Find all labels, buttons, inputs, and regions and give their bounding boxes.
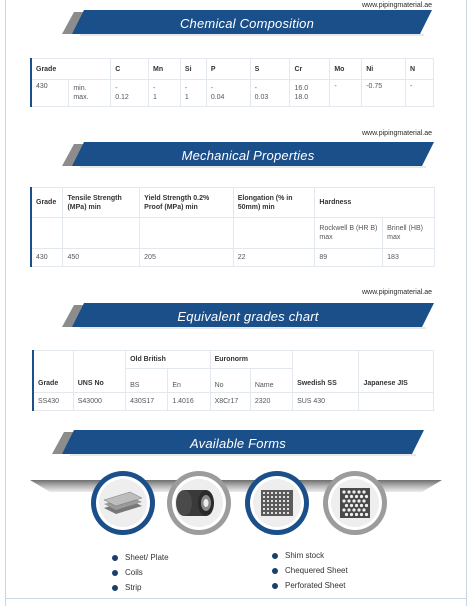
value-cell: S43000 [73, 393, 125, 411]
min-value: - [184, 85, 188, 92]
uns-header: UNS No [77, 380, 104, 387]
value-cell-c [111, 80, 149, 107]
grade-header: Grade [38, 380, 59, 387]
list-item [272, 551, 348, 566]
value-cell: 205 [140, 249, 234, 267]
value-cell-cr [290, 80, 330, 107]
value-cell-p [206, 80, 250, 107]
header-cell: Old British [126, 351, 211, 369]
header-cell [359, 351, 434, 393]
subheader-cell: Rockwell B (HR B) max [315, 218, 383, 249]
list-item [112, 553, 169, 568]
list-item-label: Shim stock [285, 551, 325, 560]
subheader-cell: No [210, 369, 250, 393]
header-cell: Yield Strength 0.2% Proof (MPa) min [140, 188, 234, 218]
min-value: - [254, 85, 257, 92]
empty-cell [63, 218, 140, 249]
header-cell: Mn [149, 59, 181, 80]
value-cell: 22 [233, 249, 315, 267]
header-cell: P [206, 59, 250, 80]
equivalent-grades-table [32, 350, 434, 411]
list-item [112, 583, 169, 598]
section-title: Available Forms [190, 435, 286, 451]
section-title: Equivalent grades chart [177, 308, 319, 324]
section-title: Chemical Composition [179, 15, 315, 31]
website-link[interactable]: www.pipingmaterial.ae [362, 2, 433, 9]
bullet-icon [112, 570, 118, 576]
min-value: -0.75 [366, 83, 383, 90]
min-value: - [210, 85, 214, 92]
max-value: 18.0 [294, 94, 309, 101]
max-label: max. [73, 94, 89, 101]
page-border-bottom [5, 598, 467, 599]
header-cell: Cr [290, 59, 330, 80]
list-item [272, 566, 348, 581]
min-label: min. [73, 85, 87, 92]
coil-roll-icon [166, 470, 232, 536]
bullet-icon [272, 568, 278, 574]
empty-cell [140, 218, 234, 249]
bullet-icon [112, 585, 118, 591]
header-cell: Grade [31, 188, 63, 218]
list-item-label: Chequered Sheet [285, 566, 348, 575]
chemical-composition-table [30, 58, 434, 107]
header-cell: Hardness [315, 188, 435, 218]
list-item-label: Perforated Sheet [285, 581, 346, 590]
section-title: Mechanical Properties [181, 147, 315, 163]
empty-cell [233, 218, 315, 249]
perforated-disc-icon [322, 470, 388, 536]
header-cell [73, 351, 125, 393]
header-cell [33, 351, 73, 393]
max-value: 0.12 [115, 94, 129, 101]
grade-cell: 430 [31, 249, 63, 267]
min-value: - [115, 85, 118, 92]
forms-list-left [112, 553, 169, 598]
max-value: 0.04 [210, 94, 225, 101]
header-cell: Ni [362, 59, 406, 80]
mechanical-properties-table [30, 187, 435, 267]
page-border-left [5, 0, 6, 606]
grade-cell: 430 [31, 80, 69, 107]
empty-cell [31, 218, 63, 249]
min-value: 16.0 [294, 85, 309, 92]
header-cell [293, 351, 359, 393]
bullet-icon [112, 555, 118, 561]
max-value: 1 [153, 94, 157, 101]
website-link[interactable]: www.pipingmaterial.ae [362, 289, 433, 296]
header-cell: Elongation (% in 50mm) min [233, 188, 315, 218]
min-max-label-cell [69, 80, 111, 107]
max-value: 0.03 [254, 94, 269, 101]
value-cell: 430S17 [126, 393, 168, 411]
value-cell: X8Cr17 [210, 393, 250, 411]
min-value: - [410, 83, 413, 90]
value-cell: 1.4016 [168, 393, 210, 411]
subheader-cell: Name [250, 369, 292, 393]
japanese-header: Japanese JIS [363, 380, 408, 387]
header-cell: Euronorm [210, 351, 293, 369]
value-cell-mn [149, 80, 181, 107]
sheet-stack-icon [90, 470, 156, 536]
swedish-header: Swedish SS [297, 380, 337, 387]
list-item [272, 581, 348, 596]
header-cell: S [250, 59, 290, 80]
max-value: 1 [184, 94, 189, 101]
min-value: - [153, 85, 156, 92]
grade-cell: SS430 [33, 393, 73, 411]
bullet-icon [272, 583, 278, 589]
header-cell: Si [180, 59, 206, 80]
subheader-cell: Brinell (HB) max [383, 218, 435, 249]
forms-list-right [272, 551, 348, 596]
value-cell-n [406, 80, 434, 107]
bullet-icon [272, 553, 278, 559]
list-item-label: Strip [125, 583, 142, 592]
page-border-right [466, 0, 467, 606]
value-cell-mo [330, 80, 362, 107]
value-cell: 89 [315, 249, 383, 267]
section-banner-mechanical [62, 142, 434, 168]
value-cell: SUS 430 [293, 393, 359, 411]
perforated-plate-icon [244, 470, 310, 536]
section-banner-equivalent [62, 303, 434, 329]
list-item-label: Sheet/ Plate [125, 553, 169, 562]
section-banner-forms [52, 430, 424, 456]
header-cell: Tensile Strength (MPa) min [63, 188, 140, 218]
header-cell: N [406, 59, 434, 80]
min-value: - [334, 83, 337, 90]
list-item-label: Coils [125, 568, 143, 577]
value-cell-s [250, 80, 290, 107]
value-cell: 183 [383, 249, 435, 267]
header-cell: Grade [31, 59, 111, 80]
section-banner-chemical [62, 10, 432, 36]
header-cell: Mo [330, 59, 362, 80]
website-link[interactable]: www.pipingmaterial.ae [362, 130, 433, 137]
value-cell-ni [362, 80, 406, 107]
header-cell: C [111, 59, 149, 80]
subheader-cell: BS [126, 369, 168, 393]
value-cell: 2320 [250, 393, 292, 411]
list-item [112, 568, 169, 583]
subheader-cell: En [168, 369, 210, 393]
value-cell [359, 393, 434, 411]
value-cell-si [180, 80, 206, 107]
value-cell: 450 [63, 249, 140, 267]
